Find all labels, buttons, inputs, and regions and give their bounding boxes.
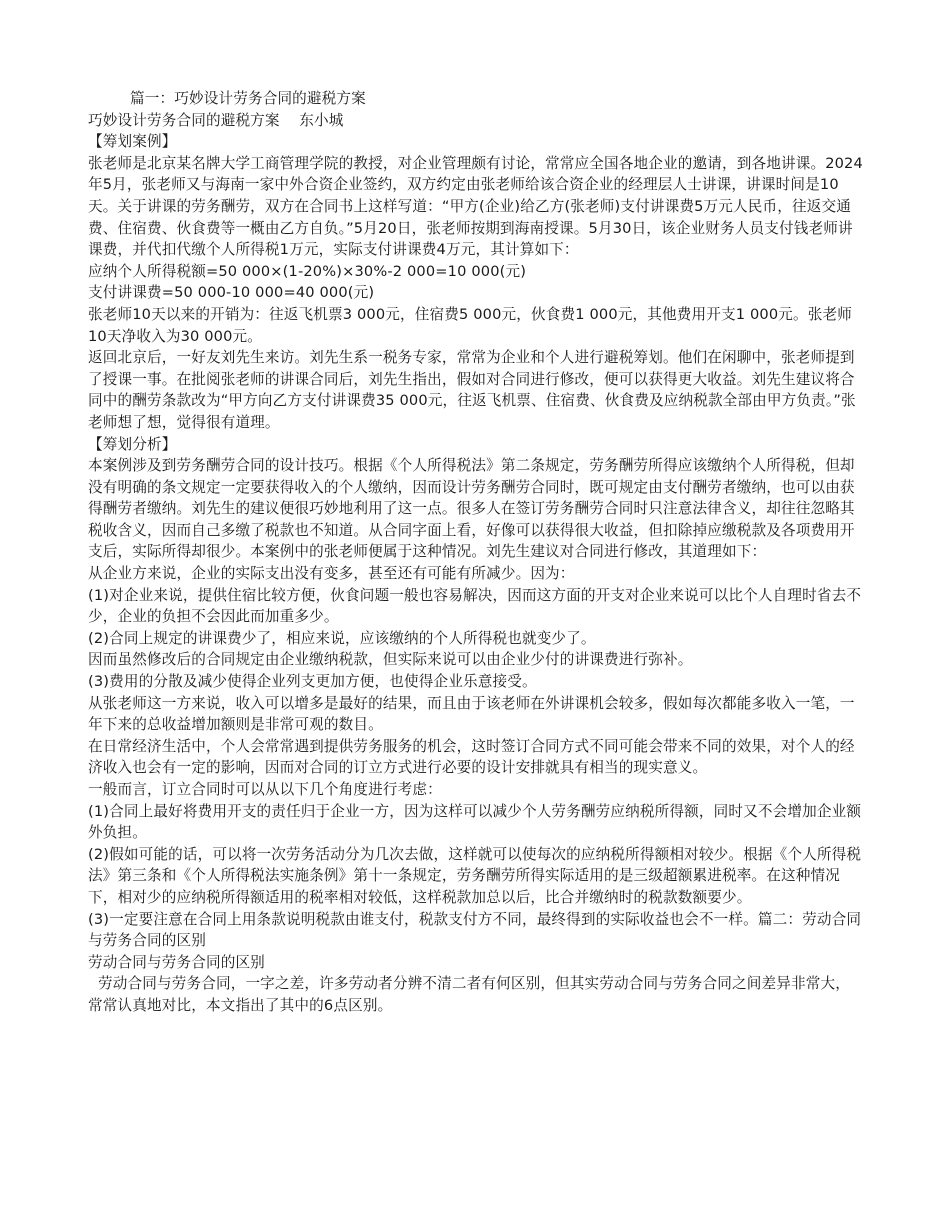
document-body xyxy=(88,88,863,1017)
paragraph: 一般而言，订立合同时可以从以下几个角度进行考虑： xyxy=(88,781,442,798)
article-title: 巧妙设计劳务合同的避税方案 东小城 xyxy=(88,111,344,129)
list-item: (3)一定要注意在合同上用条款说明税款由谁支付，税款支付方不同，最终得到的实际收益也会不一样。篇二：劳动合同与劳务合同的区别 xyxy=(88,910,862,950)
paragraph: 在日常经济生活中，个人会常常遇到提供劳务服务的机会，这时签订合同方式不同可能会带来不同的效果，对个人的经济收入也会有一定的影响，因而对合同的订立方式进行必要的设计安排就具有相当的现实意义。 xyxy=(88,737,855,777)
paragraph: 从企业方来说，企业的实际支出没有变多，甚至还有可能有所减少。因为： xyxy=(88,565,575,583)
list-item: (3)费用的分散及减少使得企业列支更加方便，也使得企业乐意接受。 xyxy=(88,673,537,691)
paragraph: 张老师10天以来的开销为：往返飞机票3 000元，住宿费5 000元，伙食费1 000元，其他费用开支1 000元。张老师10天净收入为30 000元。 xyxy=(88,305,852,345)
section-title: 劳动合同与劳务合同的区别 xyxy=(88,953,265,971)
paragraph: 因而虽然修改后的合同规定由企业缴纳税款，但实际来说可以由企业少付的讲课费进行弥补。 xyxy=(88,651,693,669)
paragraph: 从张老师这一方来说，收入可以增多是最好的结果，而且由于该老师在外讲课机会较多，假如每次都能多收入一笔，一年下来的总收益增加额则是非常可观的数目。 xyxy=(88,694,855,734)
list-item: (2)合同上规定的讲课费少了，相应来说，应该缴纳的个人所得税也就变少了。 xyxy=(88,629,596,647)
list-item: (2)假如可能的话，可以将一次劳务活动分为几次去做，这样就可以使每次的应纳税所得额相对较少。根据《个人所得税法》第三条和《个人所得税法实施条例》第十一条规定，劳务酬劳所得实际适用的是三级超额累进税率。在这种情况下，相对少的应纳税所得额适用的税率相对较低，这样税款加总以后，比合并缴纳时的税款数额要少。 xyxy=(88,845,862,906)
list-item: (1)对企业来说，提供住宿比较方便，伙食问题一般也容易解决，因而这方面的开支对企业来说可以比个人自理时省去不少，企业的负担不会因此而加重多少。 xyxy=(88,586,862,626)
section-title: 篇一：巧妙设计劳务合同的避税方案 xyxy=(130,90,366,107)
paragraph: 返回北京后，一好友刘先生来访。刘先生系一税务专家，常常为企业和个人进行避税筹划。他们在闲聊中，张老师提到了授课一事。在批阅张老师的讲课合同后，刘先生指出，假如对合同进行修改，便可以获得更大收益。刘先生建议将合同中的酬劳条款改为“甲方向乙方支付讲课费35 000元，往返飞机票、住宿费、伙食费及应纳税款全部由甲方负责。”张老师想了想，觉得很有道理。 xyxy=(88,349,856,431)
list-item: (1)合同上最好将费用开支的责任归于企业一方，因为这样可以减少个人劳务酬劳应纳税所得额，同时又不会增加企业额外负担。 xyxy=(88,802,862,842)
formula-line: 支付讲课费=50 000-10 000=40 000(元) xyxy=(88,284,375,302)
formula-line: 应纳个人所得税额=50 000×(1-20%)×30%-2 000=10 000(元) xyxy=(88,262,527,280)
section-heading: 【筹划案例】 xyxy=(88,133,177,151)
paragraph: 劳动合同与劳务合同，一字之差，许多劳动者分辨不清二者有何区别，但其实劳动合同与劳务合同之间差异非常大，常常认真地对比，本文指出了其中的6点区别。 xyxy=(88,975,850,1014)
paragraph: 张老师是北京某名牌大学工商管理学院的教授，对企业管理颇有讨论，常常应全国各地企业的邀请，到各地讲课。2024年5月，张老师又与海南一家中外合资企业签约，双方约定由张老师给该合资企业的经理层人士讲课，讲课时间是10天。关于讲课的劳务酬劳，双方在合同书上这样写道：“甲方(企业)给乙方(张老师)支付讲课费5万元人民币，往返交通费、住宿费、伙食费等一概由乙方自负。”5月20日，张老师按期到海南授课。5月30日，该企业财务人员支付钱老师讲课费，并代扣代缴个人所得税1万元，实际支付讲课费4万元，其计算如下： xyxy=(88,154,863,259)
section-heading: 【筹划分析】 xyxy=(88,435,177,453)
paragraph: 本案例涉及到劳务酬劳合同的设计技巧。根据《个人所得税法》第二条规定，劳务酬劳所得应该缴纳个人所得税，但却没有明确的条文规定一定要获得收入的个人缴纳，因而设计劳务酬劳合同时，既可规定由支付酬劳者缴纳，也可以由获得酬劳者缴纳。刘先生的建议便很巧妙地利用了这一点。很多人在签订劳务酬劳合同时只注意法律含义，却往往忽略其税收含义，因而自己多缴了税款也不知道。从合同字面上看，好像可以获得很大收益，但扣除掉应缴税款及各项费用开支后，实际所得却很少。本案例中的张老师便属于这种情况。刘先生建议对合同进行修改，其道理如下： xyxy=(88,457,855,561)
